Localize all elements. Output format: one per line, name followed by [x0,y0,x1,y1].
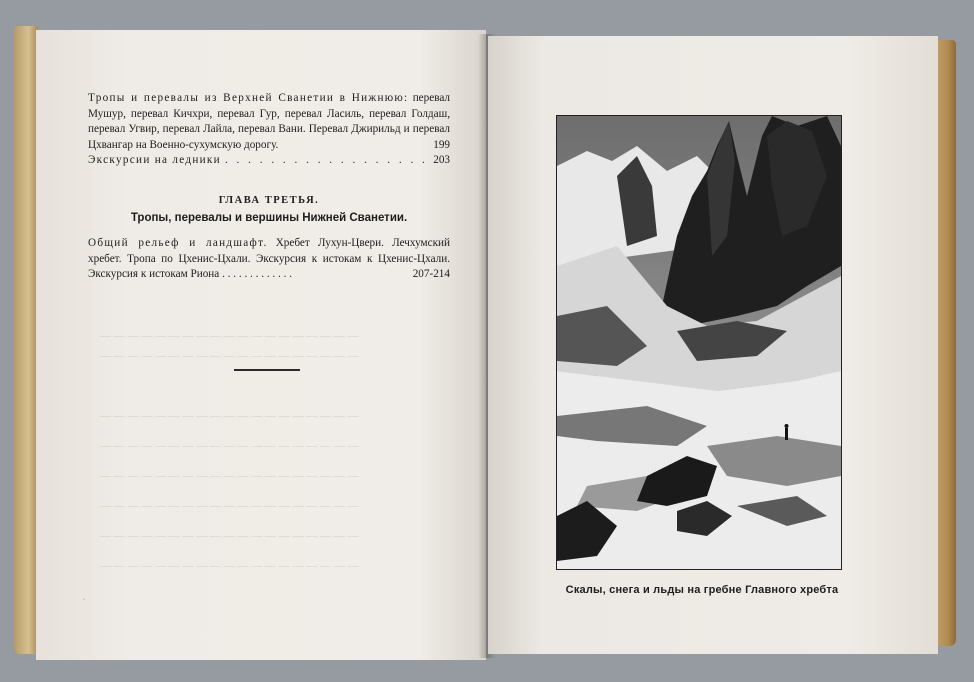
show-through-page-number: · [82,592,86,606]
mountain-illustration [556,115,842,570]
toc-entry [88,236,450,283]
show-through-text: — — — — — — — — — — — — — — — — — — — [100,470,359,482]
toc-entry [88,153,450,169]
toc-entry-heading: Экскурсии на ледники [88,154,221,167]
chapter-title: Тропы, перевалы и вершины Нижней Сванетии. [130,212,408,224]
show-through-text: — — — — — — — — — — — — — — — — — — — [100,410,359,422]
section-rule [234,369,300,371]
table-of-contents [88,91,450,169]
toc-page-number: 203 [433,154,450,167]
chapter-label: ГЛАВА ТРЕТЬЯ. [218,195,320,206]
toc-entry-body: перевал Мушур, перевал Кичхри, перевал Гур, перевал Ласиль, перевал Голдаш, перевал Угвир, перевал Лайла, перевал Вани. Перевал Джирильд и перевал Цхвангар на Военно-сухумскую дорогу. [88,92,450,151]
show-through-text: — — — — — — — — — — — — — — — — — — — [100,500,359,512]
show-through-text: — — — — — — — — — — — — — — — — — — — [100,330,359,342]
toc-entry [88,91,450,153]
chapter-heading [88,195,450,224]
toc-page-number: 199 [433,138,450,151]
toc-entry-heading: Тропы и перевалы из Верхней Сванетии в Нижнюю: [88,92,409,104]
toc-entry-body: Хребет Лухун-Цвери. Лечхумский хребет. Тропа по Цхенис-Цхали. Экскурсия к истокам к Цхенис-Цхали. Экскурсия к истокам Риона [88,237,450,281]
toc-entry-heading: Общий рельеф и ландшафт. [88,237,268,249]
show-through-text: — — — — — — — — — — — — — — — — — — — [100,440,359,452]
show-through-text: — — — — — — — — — — — — — — — — — — — [100,560,359,572]
mountain-ridge-image [557,116,841,569]
toc-leader-dots: . . . . . . . . . . . . . [222,268,292,281]
book-cover-left-edge [14,26,38,654]
show-through-text: — — — — — — — — — — — — — — — — — — — [100,350,359,362]
illustration-caption: Скалы, снега и льды на гребне Главного хребта [565,584,839,596]
show-through-text: — — — — — — — — — — — — — — — — — — — [100,530,359,542]
toc-leader-dots: . . . . . . . . . . . . . . . . . . [224,154,428,167]
toc-page-number: 207-214 [412,268,450,281]
